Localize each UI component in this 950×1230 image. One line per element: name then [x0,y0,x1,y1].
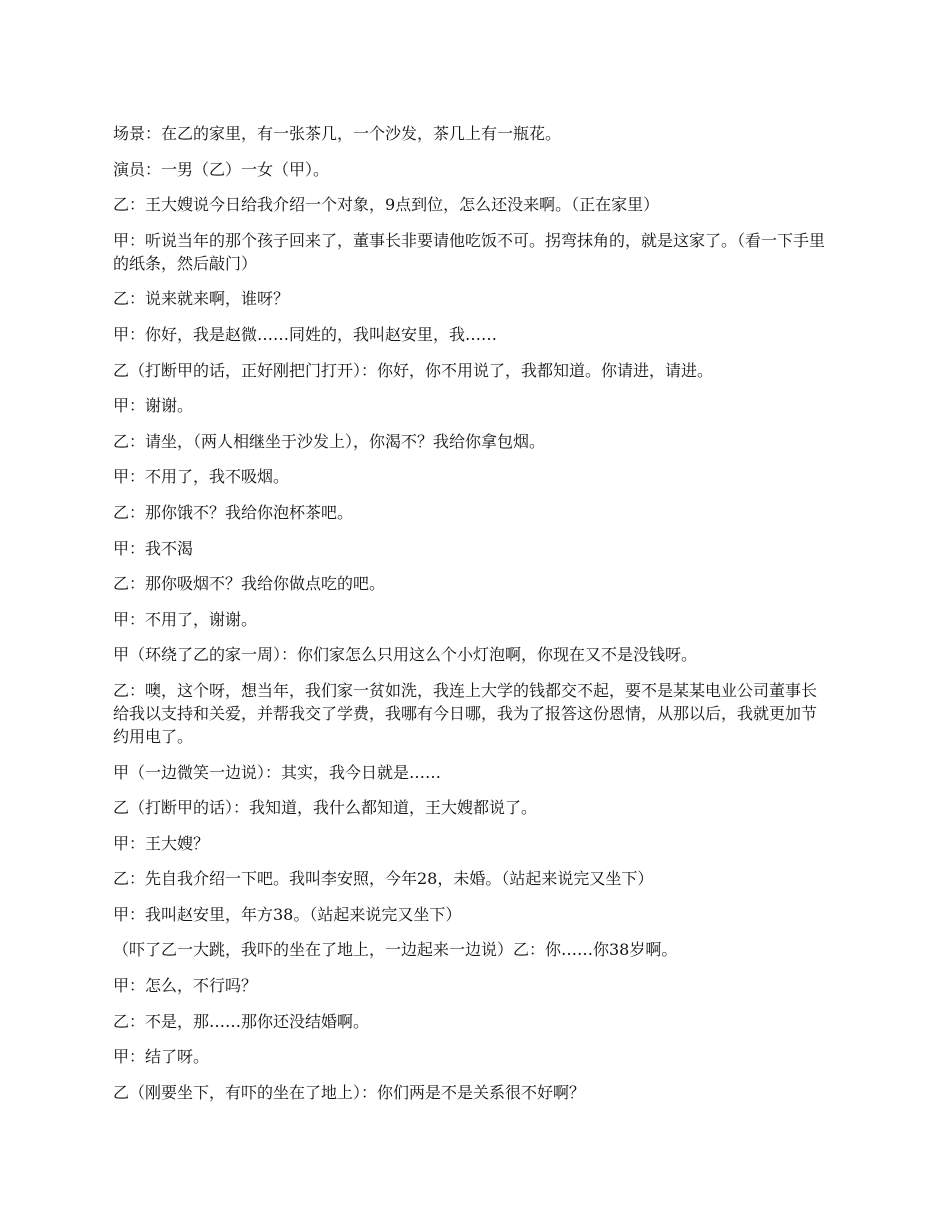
dialogue-line: 甲：怎么，不行吗？ [113,976,258,996]
dialogue-line: 乙：不是，那……那你还没结婚啊。 [113,1011,370,1031]
dialogue-line: 甲：结了呀。 [113,1047,210,1067]
script-body [113,122,831,1116]
dialogue-line: 乙（打断甲的话）：我知道，我什么都知道，王大嫂都说了。 [113,798,538,818]
cast-list: 演员：一男（乙）一女（甲）。 [113,159,330,179]
dialogue-line: 乙：王大嫂说今日给我介绍一个对象，9点到位，怎么还没来啊。（正在家里） [113,195,660,215]
dialogue-line: 乙：请坐，（两人相继坐于沙发上），你渴不？我给你拿包烟。 [113,431,546,451]
dialogue-line: 乙：那你吸烟不？我给你做点吃的吧。 [113,574,386,594]
dialogue-line: 乙：那你饿不？我给你泡杯茶吧。 [113,502,354,522]
dialogue-line: 甲：王大嫂？ [113,833,210,853]
dialogue-line: 乙：先自我介绍一下吧。我叫李安照，今年28，未婚。（站起来说完又坐下） [113,869,654,889]
dialogue-line: 甲：不用了，我不吸烟。 [113,467,290,487]
dialogue-line: 甲（环绕了乙的家一周）：你们家怎么只用这么个小灯泡啊，你现在又不是没钱呀。 [113,645,698,665]
dialogue-line: 甲（一边微笑一边说）：其实，我今日就是…… [113,762,442,782]
dialogue-line: 甲：听说当年的那个孩子回来了，董事长非要请他吃饭不可。拐弯抹角的，就是这家了。（看一下手里的纸条，然后敲门） [113,230,826,273]
dialogue-line: 甲：你好，我是赵微……同姓的，我叫赵安里，我…… [113,324,498,344]
dialogue-line: 乙（打断甲的话，正好刚把门打开）：你好，你不用说了，我都知道。你请进，请进。 [113,360,714,380]
dialogue-line: 甲：不用了，谢谢。 [113,609,258,629]
dialogue-line: 甲：我不渴 [113,538,194,558]
dialogue-line: 甲：我叫赵安里，年方38。（站起来说完又坐下） [113,904,462,924]
dialogue-line: 乙：说来就来啊，谁呀？ [113,289,290,309]
dialogue-line: 乙（刚要坐下，有吓的坐在了地上）：你们两是不是关系很不好啊？ [113,1082,586,1102]
scene-setting: 场景：在乙的家里，有一张茶几，一个沙发，茶几上有一瓶花。 [113,124,562,143]
dialogue-line: 甲：谢谢。 [113,396,194,416]
dialogue-line: （吓了乙一大跳，我吓的坐在了地上，一边起来一边说）乙：你……你38岁啊。 [113,940,678,960]
dialogue-line: 乙：噢，这个呀，想当年，我们家一贫如洗，我连上大学的钱都交不起，要不是某某电业公司董事长给我以支持和关爱，并帮我交了学费，我哪有今日哪，我为了报答这份恩情，从那以后，我就更加节约用电了。 [113,680,818,746]
